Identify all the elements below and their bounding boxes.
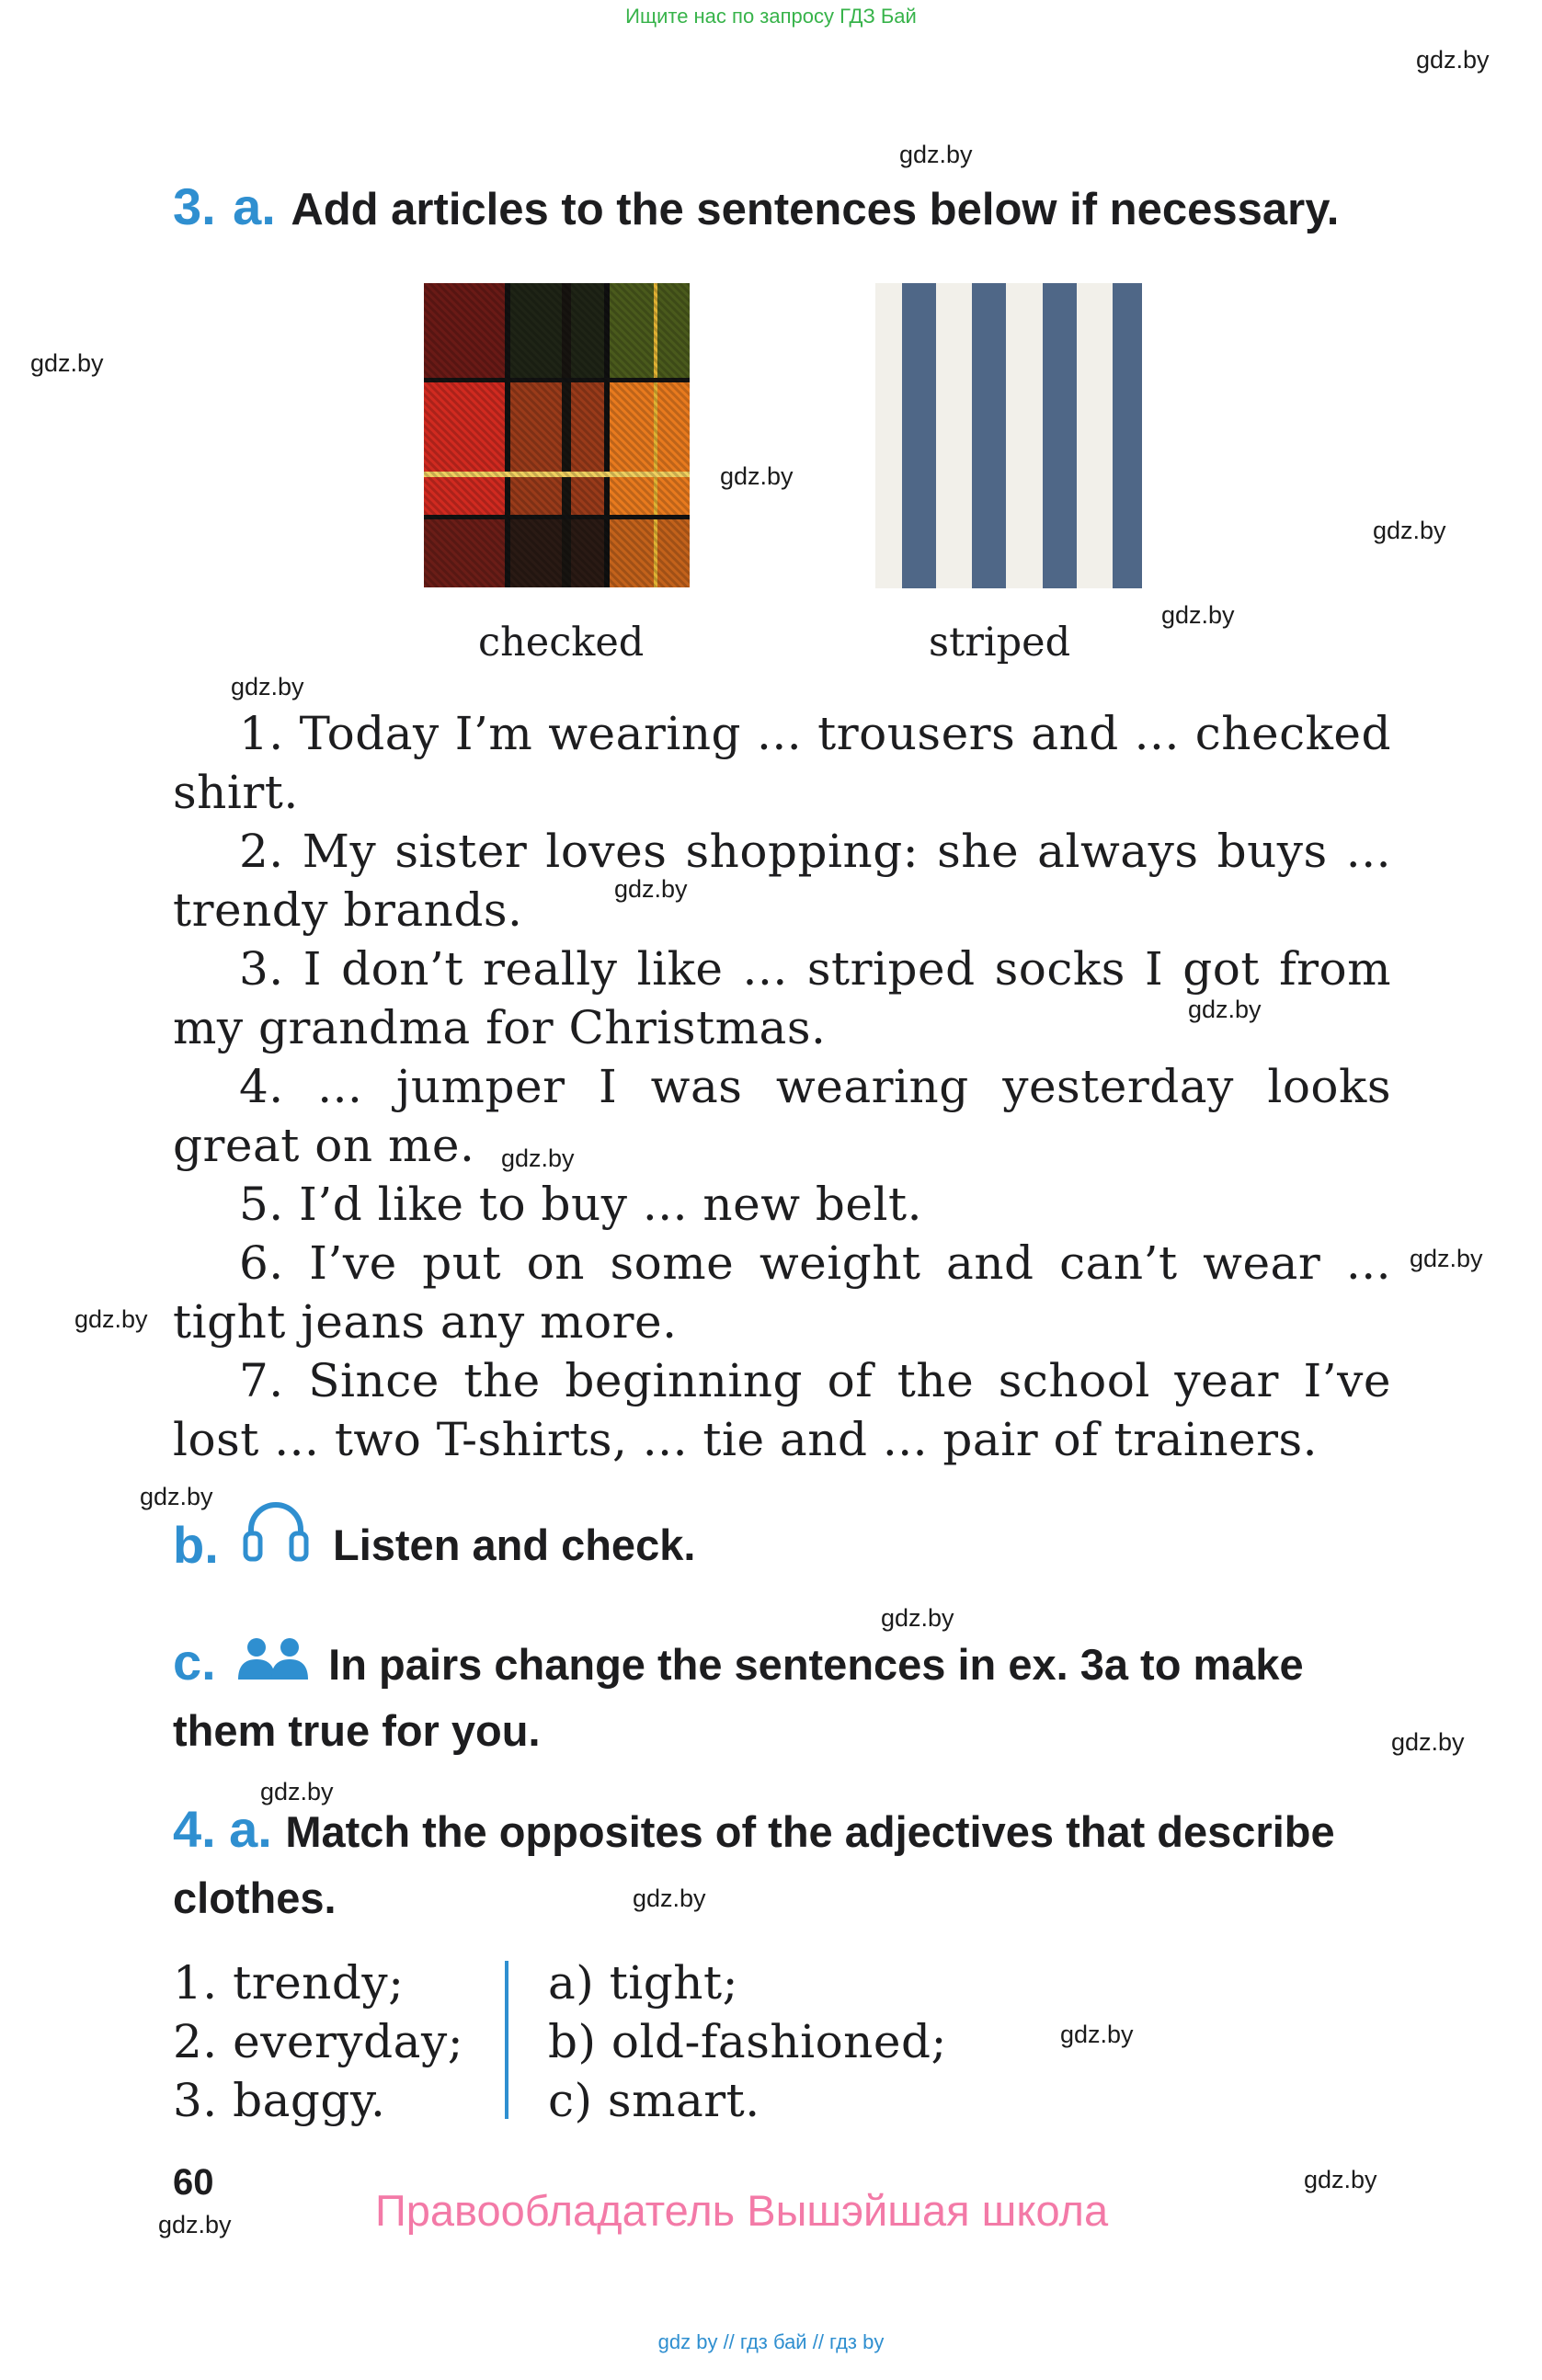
list-item: 3. baggy. xyxy=(173,2074,386,2127)
instruction: Listen and check. xyxy=(333,1520,696,1569)
part-letter: b. xyxy=(173,1516,219,1574)
list-item: a) tight; xyxy=(548,1956,738,2010)
watermark: gdz.by xyxy=(1410,1245,1483,1272)
watermark: gdz.by xyxy=(501,1144,575,1172)
watermark: gdz.by xyxy=(1391,1728,1465,1756)
watermark: gdz.by xyxy=(1373,517,1446,544)
watermark: gdz.by xyxy=(1416,46,1490,74)
headphones-icon xyxy=(242,1497,310,1563)
striped-fabric-image xyxy=(875,283,1142,588)
part-letter: c. xyxy=(173,1633,216,1691)
part-letter: a. xyxy=(229,1800,272,1858)
sentence-4: 4. ... jumper I was wearing yesterday looks great on me. xyxy=(173,1060,1391,1172)
footer-links[interactable]: gdz by // гдз бай // гдз by xyxy=(657,2330,885,2353)
watermark: gdz.by xyxy=(614,875,688,903)
sentence-3: 3. I don’t really like ... striped socks I got from my grandma for Christmas. xyxy=(173,942,1391,1054)
watermark: gdz.by xyxy=(1060,2021,1134,2048)
watermark: gdz.by xyxy=(231,673,304,700)
instruction: Match the opposites of the adjectives that describe clothes. xyxy=(173,1807,1335,1922)
watermark: gdz.by xyxy=(899,141,973,168)
watermark: gdz.by xyxy=(1188,996,1262,1023)
caption-checked: checked xyxy=(478,620,645,666)
watermark: gdz.by xyxy=(158,2211,232,2238)
sentence-6: 6. I’ve put on some weight and can’t wear ... tight jeans any more. xyxy=(173,1236,1391,1349)
watermark: gdz.by xyxy=(30,349,104,377)
watermark: gdz.by xyxy=(633,1885,706,1912)
exercise-number: 4. xyxy=(173,1800,216,1858)
sentence-5: 5. I’d like to buy ... new belt. xyxy=(239,1178,922,1231)
exercise-number: 3. xyxy=(173,177,216,235)
list-item: 1. trendy; xyxy=(173,1956,405,2010)
watermark: gdz.by xyxy=(1161,601,1235,629)
column-divider xyxy=(505,1961,508,2119)
checked-fabric-image xyxy=(424,283,690,587)
exercise-3a-heading xyxy=(173,177,1339,236)
checked-pattern-icon xyxy=(424,283,690,587)
sentence-1: 1. Today I’m wearing ... trousers and ... checked shirt. xyxy=(173,707,1391,819)
adjectives-right-column xyxy=(548,1953,947,2130)
list-item: 2. everyday; xyxy=(173,2015,464,2068)
sentence-2: 2. My sister loves shopping: she always buys ... trendy brands. xyxy=(173,825,1391,937)
watermark: gdz.by xyxy=(260,1778,334,1805)
watermark: gdz.by xyxy=(720,462,794,490)
search-hint[interactable]: Ищите нас по запросу ГДЗ Бай xyxy=(625,5,917,28)
exercise-4a-heading xyxy=(173,1802,1396,1937)
exercise-3c-heading xyxy=(173,1634,1396,1770)
instruction: Add articles to the sentences below if necessary. xyxy=(291,185,1340,234)
part-letter: a. xyxy=(233,177,276,235)
watermark: gdz.by xyxy=(881,1604,954,1632)
striped-pattern-icon xyxy=(875,283,1142,588)
watermark: gdz.by xyxy=(74,1305,148,1333)
copyright-notice: Правообладатель Вышэйшая школа xyxy=(375,2186,1109,2235)
page-number: 60 xyxy=(173,2162,214,2203)
list-item: b) old-fashioned; xyxy=(548,2015,947,2068)
caption-striped: striped xyxy=(929,620,1071,666)
list-item: c) smart. xyxy=(548,2074,760,2127)
watermark: gdz.by xyxy=(1304,2166,1377,2193)
watermark: gdz.by xyxy=(140,1483,213,1510)
pair-work-icon xyxy=(236,1637,310,1681)
adjectives-left-column xyxy=(173,1953,463,2130)
instruction: In pairs change the sentences in ex. 3a to make them true for you. xyxy=(173,1640,1304,1755)
sentence-7: 7. Since the beginning of the school year I’ve lost ... two T-shirts, ... tie and ... pair of trainers. xyxy=(173,1354,1391,1466)
